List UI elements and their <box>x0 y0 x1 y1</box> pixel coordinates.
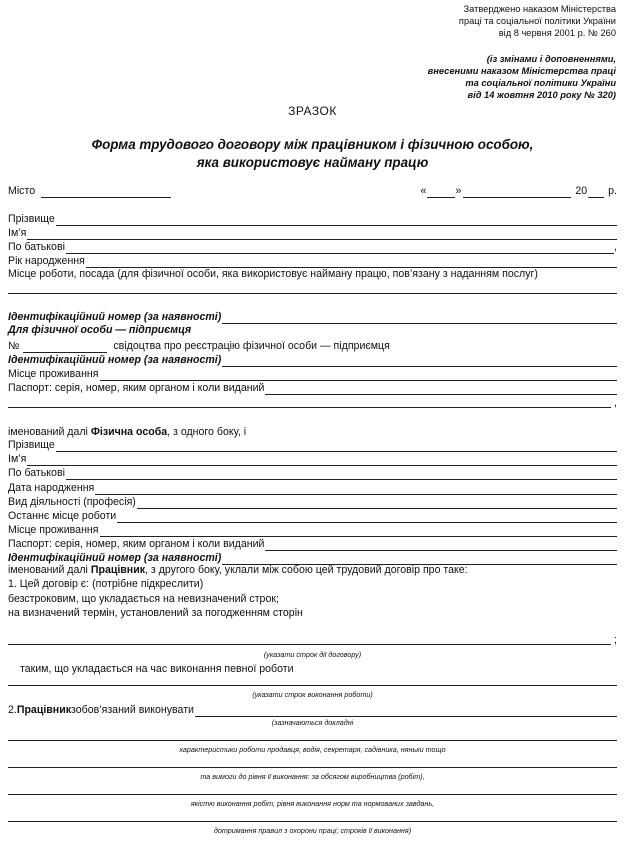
approval-line-1: Затверджено наказом Міністерства <box>463 4 616 14</box>
city-field[interactable] <box>41 187 171 198</box>
named-employer-text: іменований далі Фізична особа, з одного боку, і <box>8 426 247 438</box>
employer-id-row <box>8 310 617 324</box>
employee-id-row <box>8 551 617 565</box>
certificate-no-field[interactable] <box>23 342 107 353</box>
clause1-semicolon: ; <box>614 634 617 646</box>
employee-lastwork-label: Останнє місце роботи <box>8 509 117 522</box>
certificate-label: свідоцтва про реєстрацію фізичної особи — підприємця <box>113 339 390 352</box>
named-employee-text: іменований далі Працівник, з другого боку, уклали між собою цей трудовий договір про таке: <box>8 564 468 576</box>
employee-birthdate-label: Дата народження <box>8 481 95 494</box>
sample-label: ЗРАЗОК <box>288 104 337 118</box>
employee-lastwork-field[interactable] <box>117 512 617 523</box>
employer-surname-label: Прізвище <box>8 212 55 225</box>
clause2-role: Працівник <box>16 703 72 716</box>
clause1-task-caption: (указати строк виконання роботи) <box>252 690 373 699</box>
clause2-field-3[interactable] <box>8 767 617 768</box>
employee-passport-label: Паспорт: серія, номер, яким органом і коли виданий <box>8 537 265 550</box>
employee-activity-label: Вид діяльності (професія) <box>8 495 136 508</box>
quote-close: » <box>455 184 462 197</box>
form-title <box>0 136 625 172</box>
employer-passport-row <box>8 381 617 395</box>
clause2-text: зобов’язаний виконувати <box>71 703 194 716</box>
employer-surname-field[interactable] <box>56 215 617 226</box>
employee-role: Працівник <box>90 564 146 576</box>
employee-residence-row <box>8 523 617 537</box>
employee-activity-field[interactable] <box>137 498 617 509</box>
employee-patronymic-label: По батькові <box>8 466 65 479</box>
employee-name-row <box>8 452 617 466</box>
employer-id-field[interactable] <box>222 313 617 324</box>
employer-passport-field-2[interactable] <box>8 407 611 408</box>
employer-passport-field[interactable] <box>265 384 617 395</box>
amendment-note <box>428 54 616 102</box>
employee-name-label: Ім’я <box>8 452 27 465</box>
quote-open: « <box>420 184 427 197</box>
employee-name-field[interactable] <box>27 455 617 466</box>
approval-line-3: від 8 червня 2001 р. № 260 <box>498 27 616 38</box>
year-prefix: 20 <box>575 184 588 197</box>
employee-residence-label: Місце проживання <box>8 523 99 536</box>
city-date-row <box>8 184 617 198</box>
amend-line-1: (із змінами і доповненнями, <box>486 54 616 64</box>
city-label: Місто <box>8 184 36 197</box>
employer-id-label: Ідентифікаційний номер (за наявності) <box>8 310 222 323</box>
clause2-row <box>8 703 617 717</box>
employer-birthyear-row <box>8 254 617 268</box>
approval-line-2: праці та соціальної політики України <box>458 15 616 26</box>
clause2-caption-4: якістю виконання робіт, рівня виконання норм та нормованих завдань, <box>190 799 435 808</box>
entrepreneur-heading: Для фізичної особи — підприємця <box>8 324 192 336</box>
clause2-field-4[interactable] <box>8 794 617 795</box>
certificate-row <box>8 339 617 353</box>
clause1-fixed-option[interactable]: на визначений термін, установлений за погодженням сторін <box>8 607 303 619</box>
employer-passport-label: Паспорт: серія, номер, яким органом і коли виданий <box>8 381 265 394</box>
clause2-field-1[interactable] <box>195 706 617 717</box>
employer-name-row <box>8 226 617 240</box>
employee-birthdate-row <box>8 481 617 495</box>
employee-residence-field[interactable] <box>100 526 617 537</box>
month-field[interactable] <box>463 187 571 198</box>
approval-note <box>459 4 616 40</box>
day-field[interactable] <box>427 187 455 198</box>
contract-form-page: Затверджено наказом Міністерства праці та соціальної політики України від 8 червня 2001 р. № 260 (із змінами і доповненнями, внесеними наказом Міністерства праці та соціальної політики України від 14 жовтня 2010 року № 320) ЗРАЗОК Форма трудового договору між працівником і фізичною особою, яка використовує найману працю Місто « » 20 р. Прізвище Ім’я По батькові , Рік народження Місце роботи, посада (для фізичної особи, яка використовує найману працю, пов’язану з наданням послуг) Ідентифікаційний номер (за наявності) Для фізичної особи — підприємця № свідоцтва про реєстрацію фізичної особи — підприємця Ідентифікаційний номер (за наявності) Місце проживання Паспорт: серія, номер, яким органом і коли виданий , іменований далі Фізична особа, з одного боку, і Прізвище Ім’я По батькові Дата народження Вид діяльності (професія) Останнє місце роботи Місце проживання Паспорт: серія, номер, яким органом і коли виданий Ідентифікаційний номер (за наявності) іменований далі Працівник, з другого боку, уклали між собою цей трудовий договір про таке: 1. Цей договір є: (потрібне підкреслити) безстроковим, що укладається на невизначений строк; на визначений термін, установлений за погодженням сторін ; (указати строк дії договору) таким, що укладається на час виконання певної роботи (указати строк виконання роботи) 2. Працівник зобов’язаний виконувати (зазначаються докладні характеристики роботи продавця, водія, секретаря, садівника, няньки тощо та вимоги до рівня її виконання: за обсягом виробництва (робіт), якістю виконання робіт, рівня виконання норм та нормованих завдань, дотримання правил з охорони праці; строків її виконання) <box>0 0 625 841</box>
clause2-field-5[interactable] <box>8 821 617 822</box>
amend-line-2: внесеними наказом Міністерства праці <box>427 65 616 76</box>
clause2-field-2[interactable] <box>8 740 617 741</box>
employee-lastwork-row <box>8 509 617 523</box>
clause1-title: 1. Цей договір є: (потрібне підкреслити) <box>8 578 204 590</box>
employer-residence-field[interactable] <box>100 370 617 381</box>
employer-workplace-label: Місце роботи, посада (для фізичної особи, яка використовує найману працю, пов’язану з наданням послуг) <box>8 268 538 280</box>
employee-birthdate-field[interactable] <box>95 484 617 495</box>
employer-patronymic-label: По батькові <box>8 240 65 253</box>
employer-birthyear-field[interactable] <box>86 257 617 268</box>
clause1-term-caption: (указати строк дії договору) <box>263 650 362 659</box>
employer-role: Фізична особа <box>90 426 168 438</box>
clause1-task-field[interactable] <box>8 685 617 686</box>
amend-line-4: від 14 жовтня 2010 року № 320) <box>467 89 616 100</box>
entrepreneur-id-field[interactable] <box>222 356 617 367</box>
employee-surname-label: Прізвище <box>8 438 55 451</box>
entrepreneur-id-row <box>8 353 617 367</box>
employee-activity-row <box>8 495 617 509</box>
employee-id-label: Ідентифікаційний номер (за наявності) <box>8 551 222 564</box>
employee-surname-field[interactable] <box>56 441 617 452</box>
employee-passport-field[interactable] <box>265 540 617 551</box>
clause2-caption-1: (зазначаються докладні <box>271 718 354 727</box>
clause2-caption-2: характеристики роботи продавця, водія, секретаря, садівника, няньки тощо <box>179 745 446 754</box>
employer-residence-row <box>8 367 617 381</box>
employer-surname-row <box>8 212 617 226</box>
employer-name-label: Ім’я <box>8 226 27 239</box>
employee-passport-row <box>8 537 617 551</box>
clause1-task-option[interactable]: таким, що укладається на час виконання певної роботи <box>20 663 294 675</box>
title-line-1: Форма трудового договору між працівником і фізичною особою, <box>91 137 534 152</box>
clause2-num: 2. <box>8 703 17 716</box>
clause1-term-field[interactable] <box>8 644 611 645</box>
employer-residence-label: Місце проживання <box>8 367 99 380</box>
year-suffix: р. <box>608 184 617 197</box>
employer-workplace-field[interactable] <box>8 293 617 294</box>
certificate-no-label: № <box>8 339 20 352</box>
employee-patronymic-row <box>8 466 617 480</box>
employee-patronymic-field[interactable] <box>66 469 617 480</box>
employee-surname-row <box>8 438 617 452</box>
title-line-2: яка використовує найману працю <box>196 155 429 171</box>
employer-name-field[interactable] <box>27 229 617 240</box>
employer-patronymic-field[interactable] <box>66 243 614 254</box>
clause2-caption-3: та вимоги до рівня її виконання: за обсягом виробництва (робіт), <box>200 772 425 781</box>
amend-line-3: та соціальної політики України <box>465 77 616 88</box>
clause1-indefinite-option[interactable]: безстроковим, що укладається на невизначений строк; <box>8 593 279 605</box>
entrepreneur-id-label: Ідентифікаційний номер (за наявності) <box>8 353 222 366</box>
employer-patronymic-row: По батькові , <box>8 240 617 253</box>
employer-birthyear-label: Рік народження <box>8 254 85 267</box>
year-field[interactable] <box>588 187 604 198</box>
clause2-caption-5: дотримання правил з охорони праці; строків її виконання) <box>213 826 412 835</box>
